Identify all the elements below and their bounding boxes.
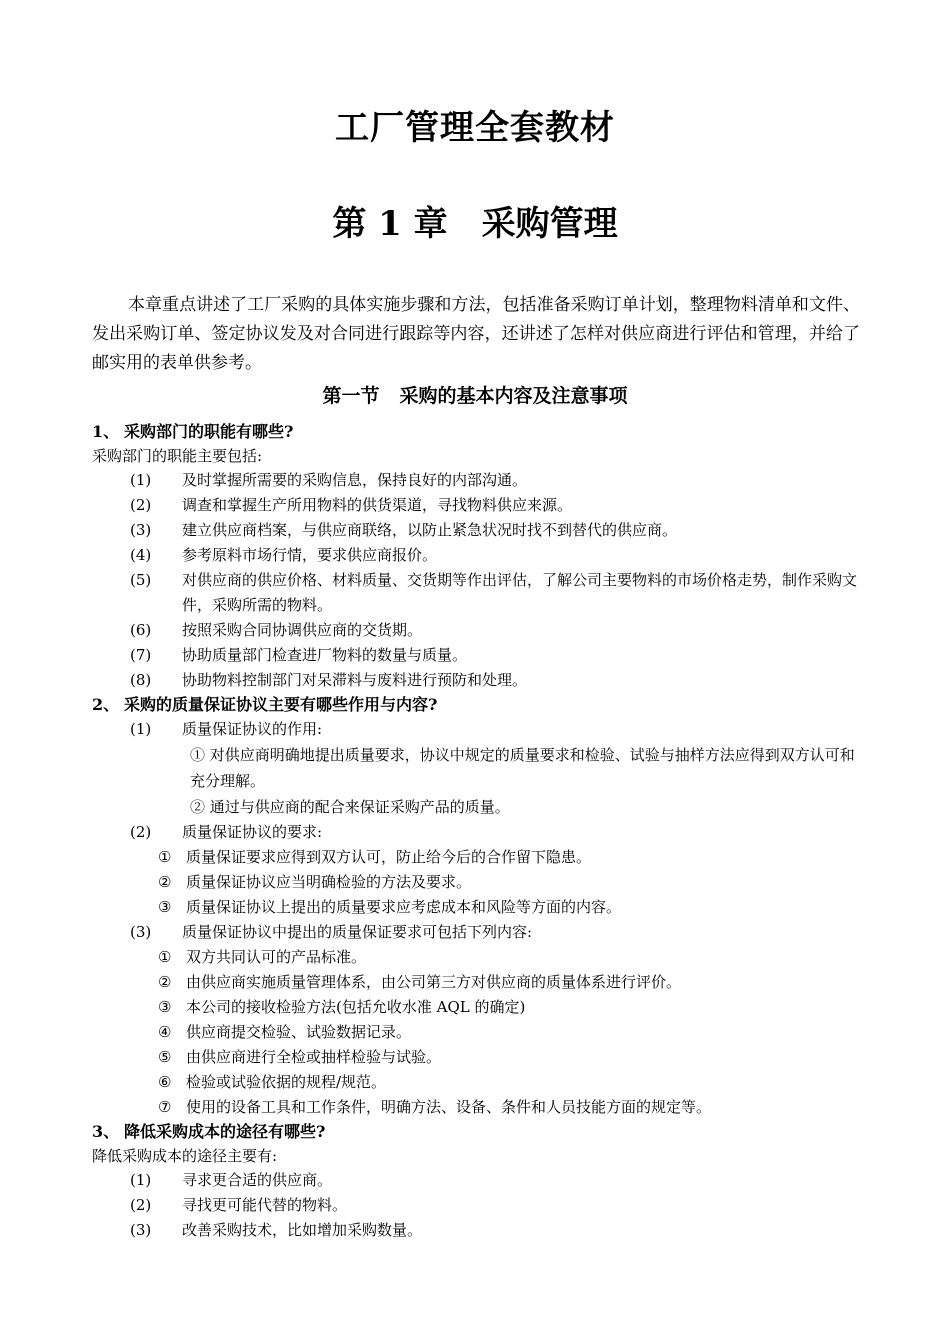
- sub-list-text: 本公司的接收检验方法(包括允收水准 AQL 的确定): [186, 998, 526, 1016]
- list-item-text: 质量保证协议的要求:: [182, 823, 323, 841]
- sub-list-text: 质量保证协议应当明确检验的方法及要求。: [186, 873, 472, 891]
- chapter-intro: 本章重点讲述了工厂采购的具体实施步骤和方法，包括准备采购订单计划，整理物料清单和文件、发出采购订单、签定协议发及对合同进行跟踪等内容，还讲述了怎样对供应商进行评估和管理，并给了邮实用的表单供参考。: [92, 295, 860, 373]
- list-item-text: 按照采购合同协调供应商的交货期。: [182, 621, 423, 639]
- list-item: [92, 920, 862, 945]
- sub-list-text: 质量保证要求应得到双方认可，防止给今后的合作留下隐患。: [186, 848, 592, 866]
- question-title: 降低采购成本的途径有哪些?: [124, 1122, 326, 1141]
- question-number: 3、: [92, 1122, 120, 1141]
- list-item-number: (3): [130, 521, 152, 539]
- sub-list-text: 检验或试验依据的规程/规范。: [186, 1073, 387, 1091]
- list-item: [92, 643, 862, 668]
- list-item: [92, 1168, 862, 1193]
- sub-item: ② 通过与供应商的配合来保证采购产品的质量。: [190, 798, 510, 816]
- sub-list-text: 质量保证协议上提出的质量要求应考虑成本和风险等方面的内容。: [186, 898, 622, 916]
- sub-list-marker: ②: [158, 873, 172, 891]
- list-item-text: 质量保证协议的作用:: [182, 720, 323, 738]
- question-heading: [92, 420, 862, 444]
- sub-list-marker: ③: [158, 898, 172, 916]
- sub-list-item: [92, 970, 862, 995]
- chapter-number: 第 1 章: [332, 204, 448, 244]
- list-item: [92, 493, 862, 518]
- sub-list-text: 供应商提交检验、试验数据记录。: [186, 1023, 412, 1041]
- list-item-number: (4): [130, 546, 152, 564]
- question-number: 1、: [92, 422, 120, 441]
- sub-list-item: [92, 1045, 862, 1070]
- sub-list-marker: ⑦: [158, 1098, 172, 1116]
- sub-list-marker: ①: [158, 848, 172, 866]
- list-item: [92, 1218, 862, 1243]
- sub-list-text: 由供应商进行全检或抽样检验与试验。: [186, 1048, 442, 1066]
- list-item: [92, 668, 862, 693]
- list-item-text: 调查和掌握生产所用物料的供货渠道，寻找物料供应来源。: [182, 496, 573, 514]
- list-item-number: (2): [130, 1196, 152, 1214]
- sub-list-marker: ③: [158, 998, 172, 1016]
- sub-list-marker: ②: [158, 973, 172, 991]
- book-title: 工厂管理全套教材: [335, 108, 615, 148]
- chapter-title: [0, 196, 950, 245]
- list-item-number: (2): [130, 823, 152, 841]
- list-item: [92, 717, 862, 742]
- section-title: [0, 381, 950, 408]
- sub-list-item: [92, 945, 862, 970]
- list-item-text: 寻找更可能代替的物料。: [182, 1196, 348, 1214]
- list-item-text: 寻求更合适的供应商。: [182, 1171, 333, 1189]
- list-item-number: (1): [130, 471, 152, 489]
- list-item-number: (1): [130, 1171, 152, 1189]
- sub-list-item: [92, 995, 862, 1020]
- sub-item: ① 对供应商明确地提出质量要求，协议中规定的质量要求和检验、试验与抽样方法应得到双方认可和充分理解。: [190, 746, 855, 790]
- sub-list-text: 由供应商实施质量管理体系，由公司第三方对供应商的质量体系进行评价。: [186, 973, 682, 991]
- list-item-text: 质量保证协议中提出的质量保证要求可包括下列内容:: [182, 923, 533, 941]
- list-item-text: 建立供应商档案，与供应商联络，以防止紧急状况时找不到替代的供应商。: [182, 521, 678, 539]
- section-name: 采购的基本内容及注意事项: [399, 385, 628, 407]
- section-number: 第一节: [322, 385, 380, 407]
- sub-list-marker: ④: [158, 1023, 172, 1041]
- question-lead: 采购部门的职能主要包括:: [92, 447, 263, 465]
- list-item-number: (5): [130, 571, 152, 589]
- list-item-text: 改善采购技术，比如增加采购数量。: [182, 1221, 423, 1239]
- question-title: 采购的质量保证协议主要有哪些作用与内容?: [124, 695, 438, 714]
- sub-list-item: [92, 1095, 862, 1120]
- sub-list-item: [92, 1020, 862, 1045]
- question-lead: 降低采购成本的途径主要有:: [92, 1147, 278, 1165]
- section-content: [92, 420, 862, 1243]
- question-heading: [92, 693, 862, 717]
- sub-list-item: [92, 845, 862, 870]
- chapter-name: 采购管理: [481, 204, 618, 244]
- sub-list-marker: ⑤: [158, 1048, 172, 1066]
- sub-list-item: [92, 895, 862, 920]
- list-item-text: 参考原料市场行情，要求供应商报价。: [182, 546, 438, 564]
- list-item: [92, 1193, 862, 1218]
- sub-list-text: 双方共同认可的产品标准。: [186, 948, 367, 966]
- sub-list-marker: ⑥: [158, 1073, 172, 1091]
- sub-list-marker: ①: [158, 948, 172, 966]
- list-item: [92, 568, 862, 618]
- sub-list-item: [92, 870, 862, 895]
- list-item-text: 协助物料控制部门对呆滞料与废料进行预防和处理。: [182, 671, 528, 689]
- list-item-number: (6): [130, 621, 152, 639]
- list-item-number: (2): [130, 496, 152, 514]
- question-number: 2、: [92, 695, 120, 714]
- list-item: [92, 820, 862, 845]
- list-item-text: 对供应商的供应价格、材料质量、交货期等作出评估，了解公司主要物料的市场价格走势，制作采购文件，采购所需的物料。: [182, 571, 858, 614]
- list-item: [92, 468, 862, 493]
- list-item-text: 协助质量部门检查进厂物料的数量与质量。: [182, 646, 468, 664]
- list-item-number: (1): [130, 720, 152, 738]
- list-item: [92, 518, 862, 543]
- list-item-number: (7): [130, 646, 152, 664]
- question-title: 采购部门的职能有哪些?: [124, 422, 294, 441]
- list-item-text: 及时掌握所需要的采购信息，保持良好的内部沟通。: [182, 471, 528, 489]
- list-item-number: (3): [130, 923, 152, 941]
- sub-list-item: [92, 1070, 862, 1095]
- list-item-number: (8): [130, 671, 152, 689]
- question-heading: [92, 1120, 862, 1144]
- list-item: [92, 618, 862, 643]
- list-item-number: (3): [130, 1221, 152, 1239]
- list-item: [92, 543, 862, 568]
- sub-list-text: 使用的设备工具和工作条件，明确方法、设备、条件和人员技能方面的规定等。: [186, 1098, 712, 1116]
